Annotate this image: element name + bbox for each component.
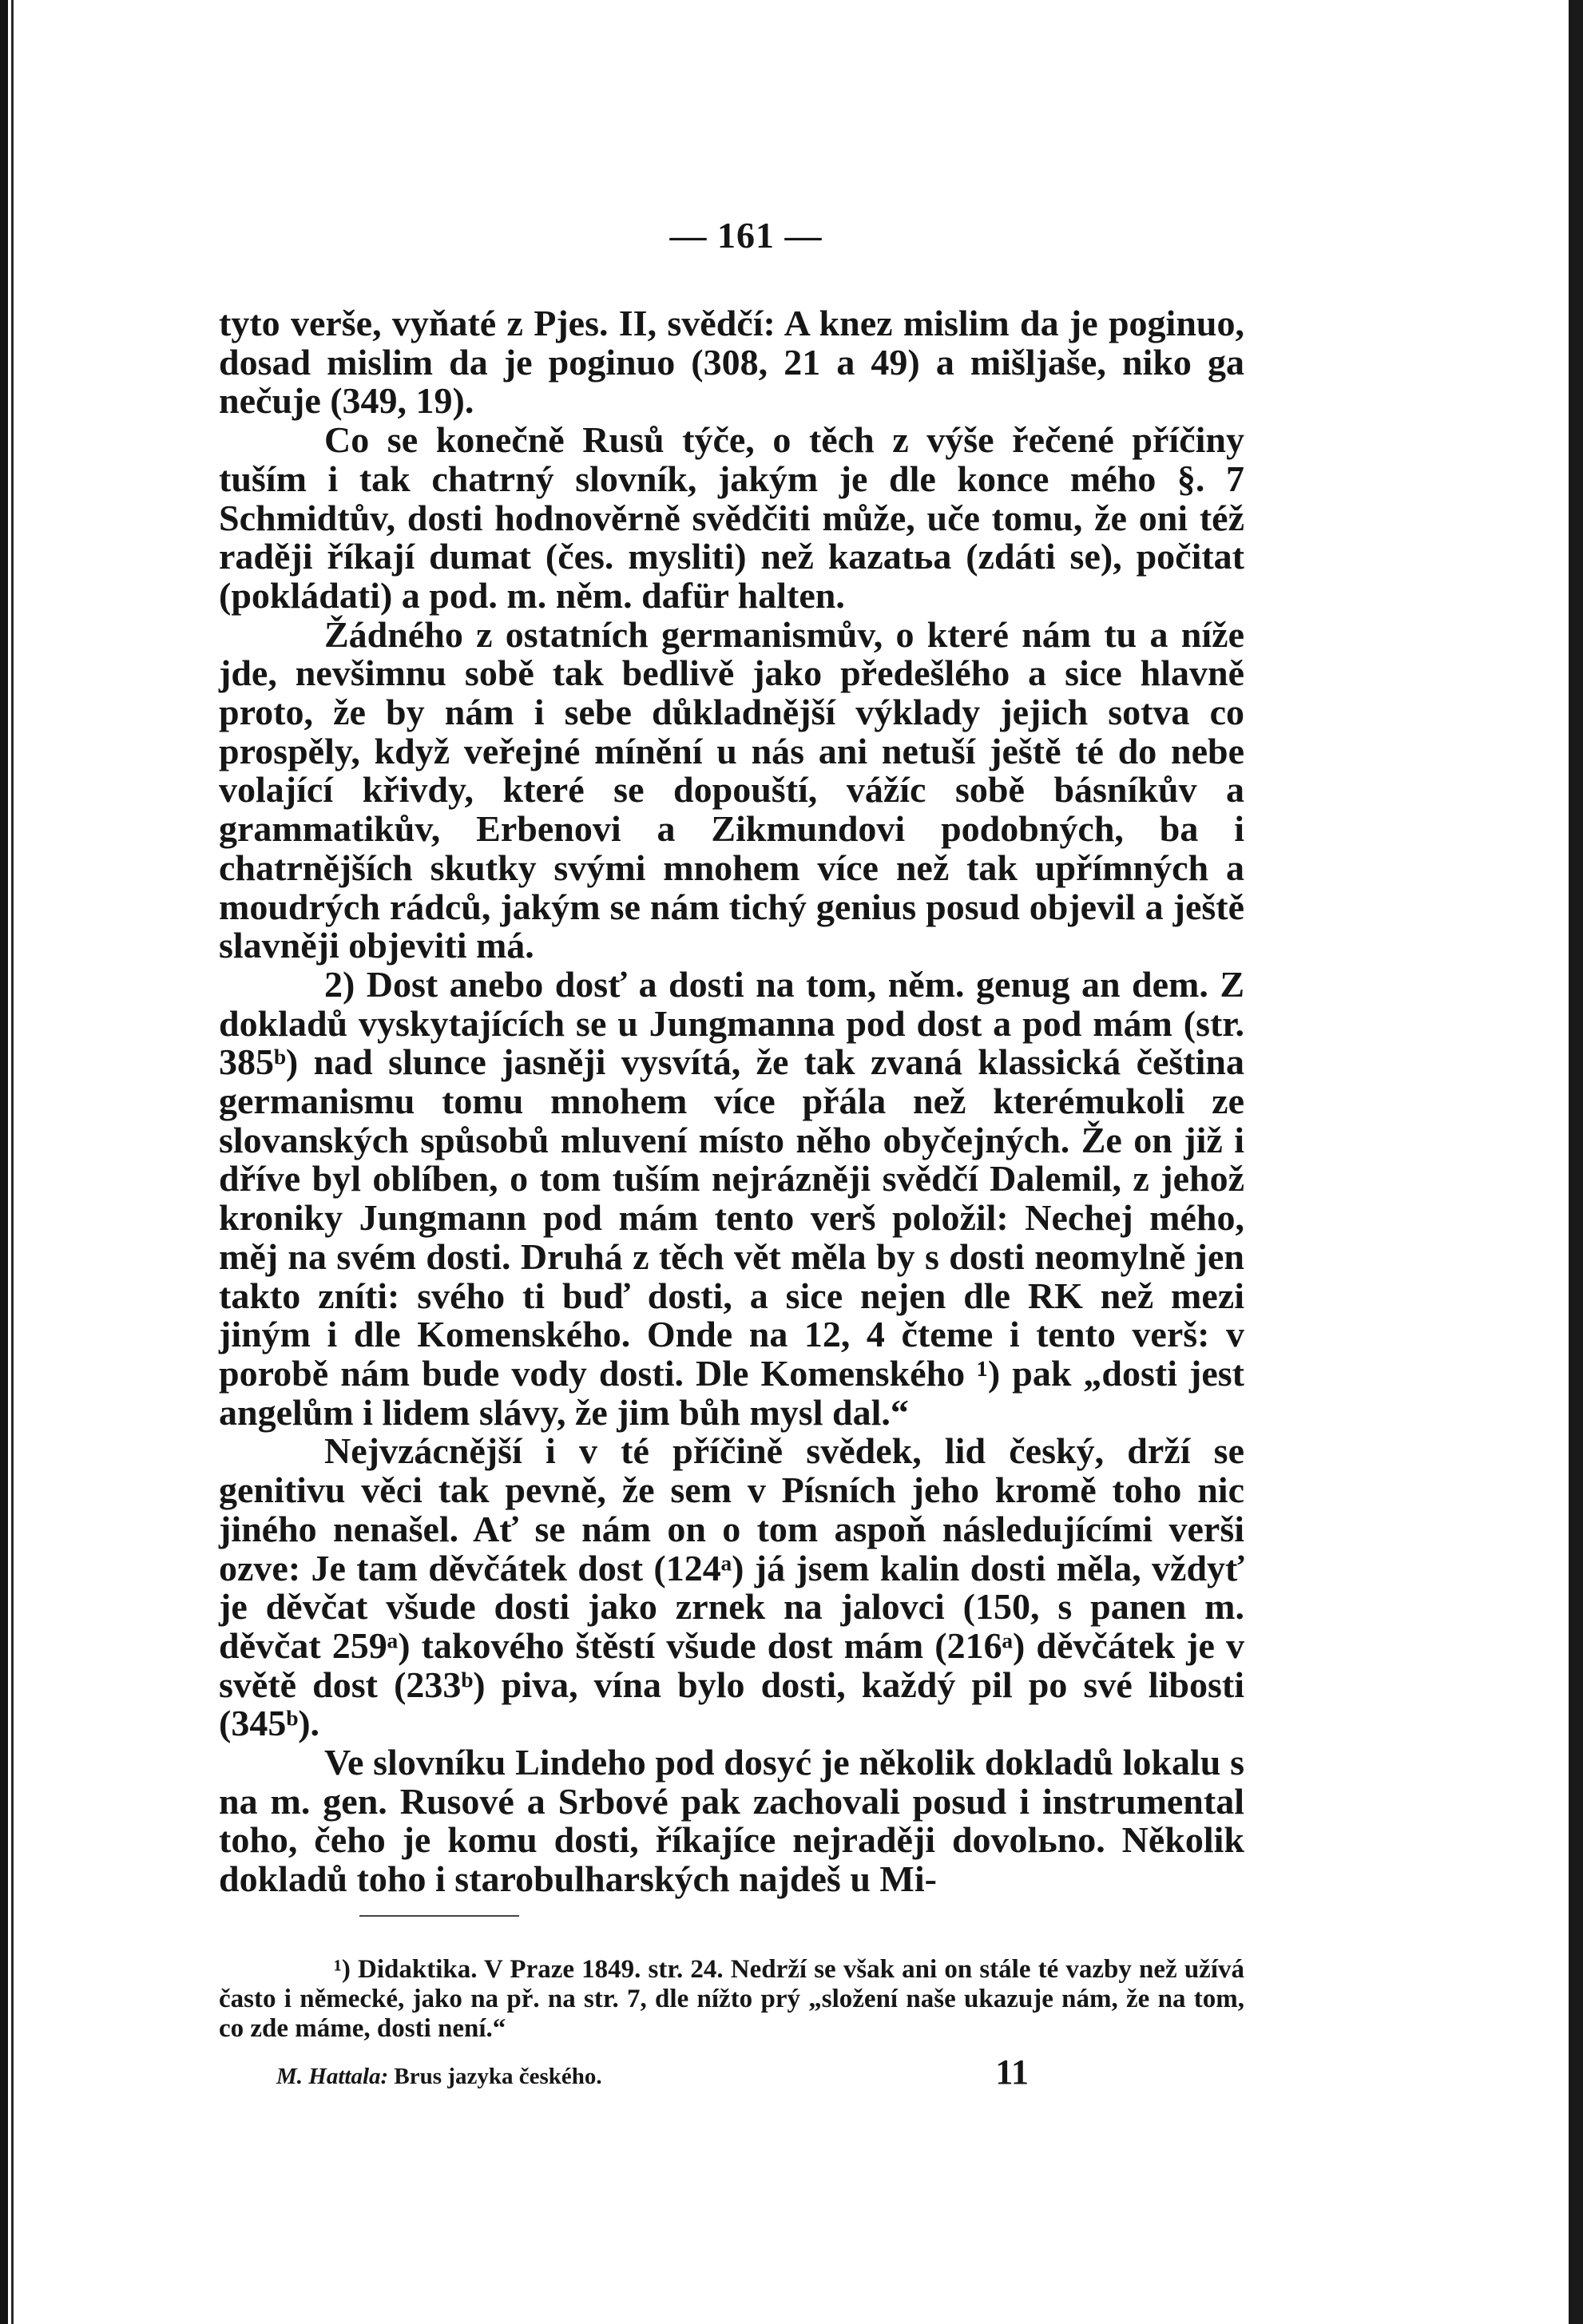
book-page (219, 214, 1244, 2092)
footnote (219, 1955, 1244, 2044)
paragraph-6: Ve slovníku Lindeho pod dosyć je několik dokladů lokalu s na m. gen. Rusové a Srbové pak zachovali posud i instrumental toho, čeho je komu dosti, říkajíce nejraději dovolьno. Několik dokladů toho i starobulharských najdeš u Mi- (219, 1742, 1244, 1900)
signature-title: Brus jazyka českého. (394, 2063, 602, 2089)
paragraph-2: Co se konečně Rusů týče, o těch z výše řečené příčiny tuším i tak chatrný slovník, jakým je dle konce mého §. 7 Schmidtův, dosti hodnověrně svědčiti může, uče tomu, že oni též raději říkají dumat (čes. mysliti) než kazatьa (zdáti se), počitat (pokládati) a pod. m. něm. dafür halten. (219, 419, 1244, 616)
body-text (219, 304, 1244, 1899)
signature-line (219, 2052, 1244, 2092)
scan-left-edge (0, 0, 8, 2324)
footnote-text: ¹) Didaktika. V Praze 1849. str. 24. Nedrží se však ani on stále té vazby než užívá často i německé, jako na př. na str. 7, dle nížto prý „složení naše ukazuje nám, že na tom, co zde máme, dosti není.“ (219, 1954, 1244, 2043)
paragraph-4: 2) Dost anebo dosť a dosti na tom, něm. genug an dem. Z dokladů vyskytajících se u Jungmanna pod dost a pod mám (str. 385ᵇ) nad slunce jasněji vysvítá, že tak zvaná klassická čeština germanismu tomu mnohem více přála než kterémukoli ze slovanských spůsobů mluvení místo něho obyčejných. Že on již i dříve byl oblíben, o tom tuším nejrázněji svědčí Dalemil, z jehož kroniky Jungmann pod mám tento verš položil: Nechej mého, měj na svém dosti. Druhá z těch vět měla by s dosti neomylně jen takto zníti: svého ti buď dosti, a sice nejen dle RK než mezi jiným i dle Komenského. Onde na 12, 4 čteme i tento verš: v porobě nám bude vody dosti. Dle Komenského ¹) pak „dosti jest angelům i lidem slávy, že jim bůh mysl dal.“ (219, 963, 1244, 1433)
sheet-number: 11 (995, 2052, 1029, 2092)
footnote-separator (359, 1915, 519, 1917)
paragraph-5: Nejvzácnější i v té příčině svědek, lid český, drží se genitivu věci tak pevně, že sem v Písních jeho kromě toho nic jiného nenašel. Ať se nám on o tom aspoň následujícími verši ozve: Je tam děvčátek dost (124ᵃ) já jsem kalin dosti měla, vždyť je děvčat všude dosti jako zrnek na jalovci (150, s panen m. děvčat 259ᵃ) takového štěstí všude dost mám (216ᵃ) děvčátek je v světě dost (233ᵇ) piva, vína bylo dosti, každý pil po své libosti (345ᵇ). (219, 1430, 1244, 1744)
signature-author: M. Hattala: (276, 2063, 389, 2089)
scan-right-edge (1569, 0, 1583, 2324)
paragraph-3: Žádného z ostatních germanismův, o které nám tu a níže jde, nevšimnu sobě tak bedlivě jako předešlého a sice hlavně proto, že by nám i sebe důkladnější výklady jejich sotva co prospěly, když veřejné mínění u nás ani netuší ještě té do nebe volající křivdy, které se dopouští, vážíc sobě básníkův a grammatikův, Erbenovi a Zikmundovi podobných, ba i chatrnějších skutky svými mnohem více než tak upřímných a moudrých rádců, jakým se nám tichý genius posud objevil a ještě slavněji objeviti má. (219, 613, 1244, 966)
paragraph-1: tyto verše, vyňaté z Pjes. II, svědčí: A knez mislim da je poginuo, dosad mislim da je poginuo (308, 21 a 49) a mišljaše, niko ga nečuje (349, 19). (219, 303, 1244, 422)
signature-text (276, 2064, 602, 2090)
page-number: — 161 — (669, 215, 823, 256)
scan-left-line (11, 0, 14, 2324)
